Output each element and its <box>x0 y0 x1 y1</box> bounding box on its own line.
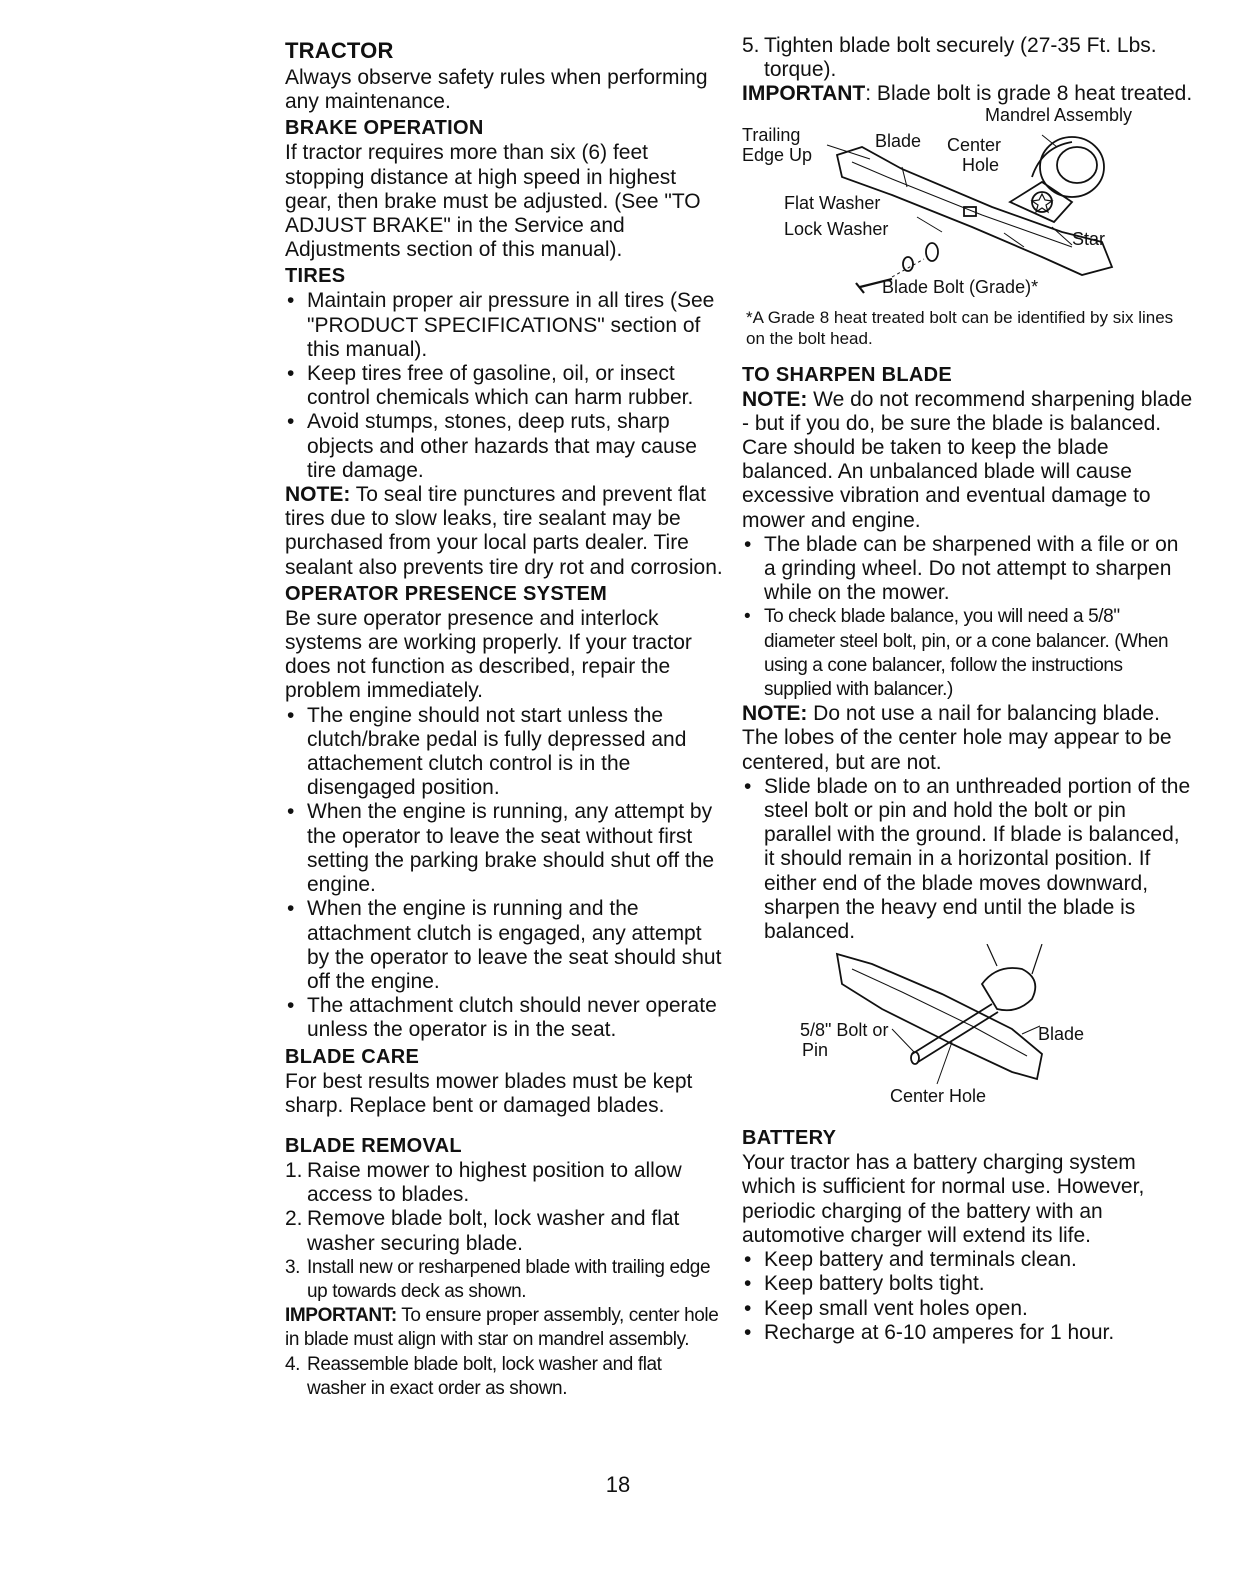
battery-text: Your tractor has a battery charging system which is sufficient for normal use. However, periodic charging of the battery with an automotive charger will extend its life. <box>742 1151 1145 1247</box>
tires-note <box>285 483 725 580</box>
lock-washer-shape <box>903 257 913 271</box>
page-number: 18 <box>605 1472 631 1497</box>
sharpen-note <box>742 388 1194 436</box>
tires-heading: TIRES <box>285 265 346 288</box>
list-item: • The blade can be sharpened with a file or on a grinding wheel. Do not attempt to sharpen while on the mower. <box>742 533 1194 606</box>
list-item: • Keep small vent holes open. <box>742 1297 1194 1321</box>
star-label: Star <box>1072 228 1106 249</box>
note-text: Do not use a nail for balancing blade. The lobes of the center hole may appear to be centered, but are not. <box>742 702 1172 774</box>
step-number: 5. <box>742 34 760 57</box>
important-text: To ensure proper assembly, center hole in blade must align with star on mandrel assembly. <box>285 1305 719 1351</box>
operator-presence-list <box>285 704 725 1043</box>
blade-removal-steps <box>285 1159 725 1304</box>
list-item: • When the engine is running, any attempt by the operator to leave the seat without first setting the parking brake should shut off the engine. <box>285 800 725 897</box>
step-text: Reassemble blade bolt, lock washer and flat washer in exact order as shown. <box>307 1353 662 1399</box>
figure-caption: *A Grade 8 heat treated bolt can be identified by six lines on the bolt head. <box>746 307 1174 348</box>
bolt-label: 5/8" Bolt or <box>800 1020 889 1041</box>
bolt-important <box>742 82 1194 106</box>
battery-heading: BATTERY <box>742 1127 837 1150</box>
step-text: Remove blade bolt, lock washer and flat washer securing blade. <box>307 1207 680 1255</box>
step-text: Tighten blade bolt securely (27-35 Ft. Lbs. torque). <box>764 34 1157 82</box>
note-label: NOTE: <box>285 483 351 507</box>
pin-label: Pin <box>802 1040 829 1061</box>
important-text: : Blade bolt is grade 8 heat treated. <box>865 82 1193 106</box>
blade-label: Blade <box>875 130 922 151</box>
list-item: • When the engine is running and the attachment clutch is engaged, any attempt by the operator to leave the seat should shut off the engine. <box>285 897 725 994</box>
important-label: IMPORTANT: <box>285 1305 397 1327</box>
list-item <box>285 1256 725 1304</box>
hand-shape <box>982 968 1035 1010</box>
important-label: IMPORTANT <box>742 82 866 106</box>
sharpen-blade-heading: TO SHARPEN BLADE <box>742 363 953 386</box>
removal-important <box>285 1304 725 1352</box>
lock-washer-label: Lock Washer <box>784 218 889 239</box>
blade-bolt-label: Blade Bolt (Grade)* <box>882 276 1039 297</box>
list-item: • The engine should not start unless the clutch/brake pedal is fully depressed and attachement clutch control is in the disengaged position. <box>285 704 725 801</box>
tractor-heading: TRACTOR <box>285 38 394 63</box>
list-item <box>285 1207 725 1255</box>
center-label: Center <box>947 134 1002 155</box>
step-number: 1. <box>285 1158 303 1182</box>
step-number: 3. <box>285 1256 301 1278</box>
balance-note <box>742 702 1194 775</box>
step-5 <box>742 34 1194 82</box>
flat-washer-shape <box>926 243 938 261</box>
operator-presence-heading: OPERATOR PRESENCE SYSTEM <box>285 582 608 605</box>
blade-balance-figure <box>742 944 1194 1107</box>
list-item: • Slide blade on to an unthreaded portion of the steel bolt or pin and hold the bolt or pin parallel with the ground. If blade is balanced, it should remain in a horizontal position. If either end of the blade moves downward, sharpen the heavy end until the blade is balanced. <box>742 775 1194 944</box>
flat-washer-label: Flat Washer <box>784 192 881 213</box>
list-item: • The attachment clutch should never operate unless the operator is in the seat. <box>285 994 725 1042</box>
list-item: • To check blade balance, you will need a 5/8" diameter steel bolt, pin, or a cone balancer. (When using a cone balancer, follow the instructions supplied with balancer.) <box>742 605 1194 702</box>
list-item <box>285 1353 725 1401</box>
operator-presence-text: Be sure operator presence and interlock systems are working properly. If your tractor does not function as described, repair the problem immediately. <box>285 606 692 703</box>
list-item: • Keep battery and terminals clean. <box>742 1248 1194 1272</box>
blade-care-heading: BLADE CARE <box>285 1045 420 1068</box>
battery-list <box>742 1248 1194 1345</box>
brake-operation-text: If tractor requires more than six (6) feet stopping distance at high speed in highest gear, then brake must be adjusted. (See "TO ADJUST BRAKE" in the Service and Adjustments section of this manual). <box>285 141 701 262</box>
right-column <box>742 34 1194 1345</box>
blade-care-text: For best results mower blades must be kept sharp. Replace bent or damaged blades. <box>285 1069 693 1117</box>
sharpen-list <box>742 533 1194 702</box>
note-label: NOTE: <box>742 387 808 411</box>
note-text: We do not recommend sharpening blade - but if you do, be sure the blade is balanced. <box>742 387 1193 435</box>
blade-assembly-figure <box>742 104 1194 307</box>
step-text: Raise mower to highest position to allow access to blades. <box>307 1158 682 1207</box>
hole-label: Hole <box>962 154 1000 175</box>
blade-removal-step4 <box>285 1353 725 1401</box>
left-column <box>285 34 725 1401</box>
list-item <box>285 1159 725 1207</box>
step-number: 4. <box>285 1353 301 1375</box>
note-label: NOTE: <box>742 702 808 726</box>
list-item <box>742 34 1194 82</box>
center-hole-label: Center Hole <box>890 1086 987 1107</box>
list-item: • Avoid stumps, stones, deep ruts, sharp objects and other hazards that may cause tire damage. <box>285 410 725 483</box>
blade-removal-heading: BLADE REMOVAL <box>285 1134 462 1157</box>
step-number: 2. <box>285 1207 303 1231</box>
list-item: • Keep battery bolts tight. <box>742 1272 1194 1296</box>
blade-label: Blade <box>1038 1024 1085 1045</box>
list-item: • Maintain proper air pressure in all tires (See "PRODUCT SPECIFICATIONS" section of this manual). <box>285 289 725 362</box>
mandrel-assembly-label: Mandrel Assembly <box>985 104 1133 125</box>
step-text: Install new or resharpened blade with trailing edge up towards deck as shown. <box>307 1256 711 1302</box>
balance-list <box>742 775 1194 944</box>
balance-blade-shape <box>837 954 1042 1079</box>
brake-operation-heading: BRAKE OPERATION <box>285 117 484 140</box>
tires-list <box>285 289 725 483</box>
trailing-label: Trailing <box>742 124 801 145</box>
sharpen-text: Care should be taken to keep the blade balanced. An unbalanced blade will cause excessive vibration and eventual damage to mower and engine. <box>742 436 1151 532</box>
note-text: To seal tire punctures and prevent flat tires due to slow leaks, tire sealant may be purchased from your local parts dealer. Tire sealant also prevents tire dry rot and corrosion. <box>285 483 723 579</box>
tractor-intro: Always observe safety rules when performing any maintenance. <box>285 66 708 114</box>
list-item: • Recharge at 6-10 amperes for 1 hour. <box>742 1321 1194 1345</box>
edge-up-label: Edge Up <box>742 144 813 165</box>
list-item: • Keep tires free of gasoline, oil, or insect control chemicals which can harm rubber. <box>285 362 725 410</box>
